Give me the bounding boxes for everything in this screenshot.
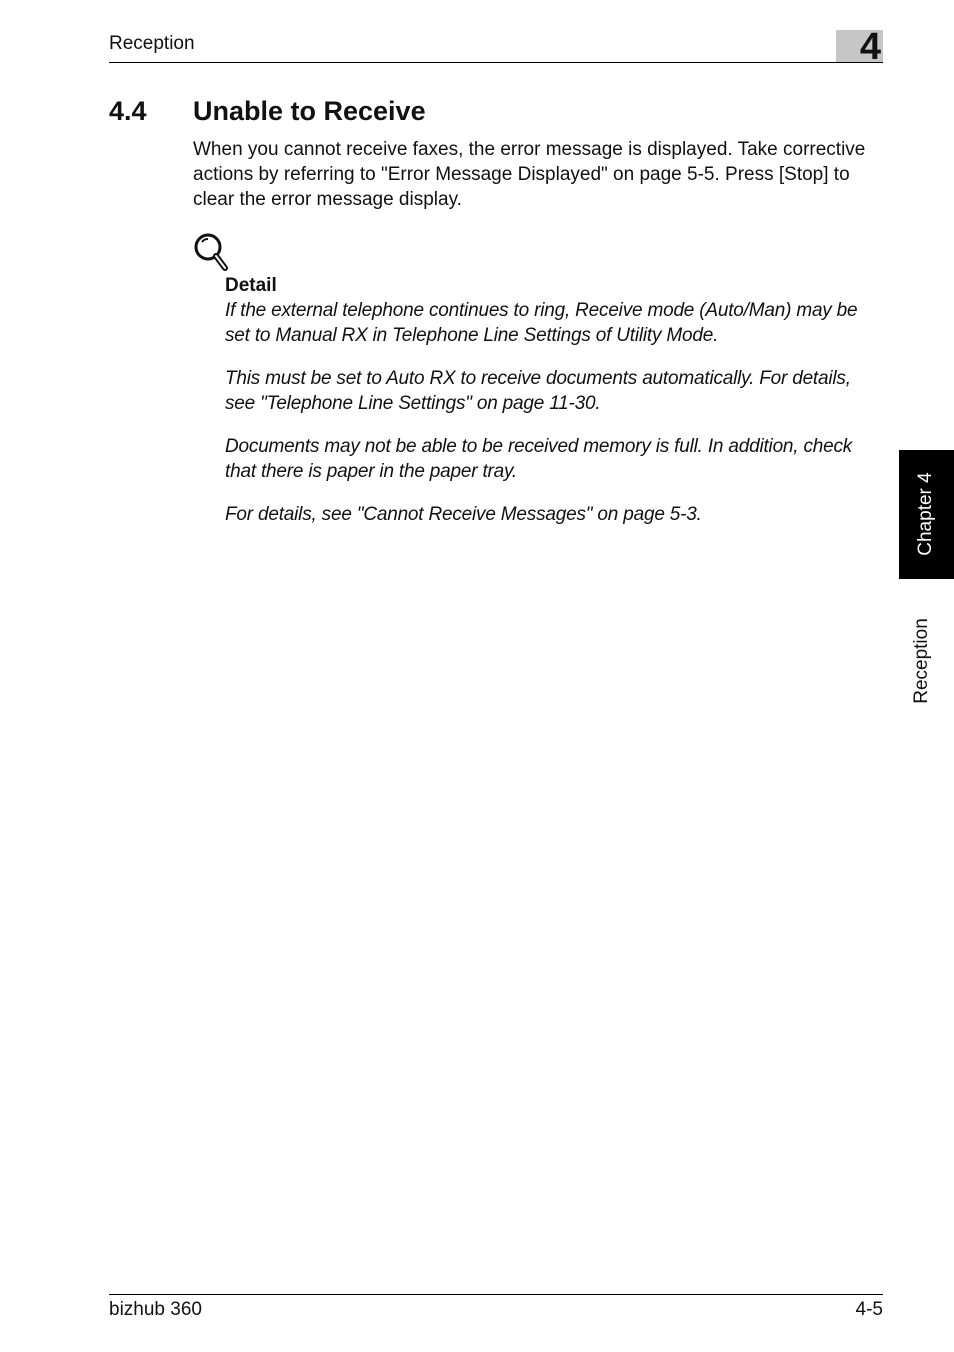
detail-label: Detail <box>225 275 277 296</box>
footer-page-number: 4-5 <box>855 1299 883 1320</box>
magnifier-icon <box>193 232 231 272</box>
footer-product-name: bizhub 360 <box>109 1299 202 1320</box>
detail-paragraph: For details, see "Cannot Receive Messages" on page 5-3. <box>225 504 702 525</box>
section-number: 4.4 <box>109 96 147 126</box>
chapter-side-tab <box>899 450 954 579</box>
section-side-label: Reception <box>911 618 932 704</box>
section-body: When you cannot receive faxes, the error message is displayed. Take corrective actions by referring to "Error Message Displayed" on page 5-5. Press [Stop] to clear the error message display. <box>193 139 866 210</box>
footer-rule <box>109 1294 883 1295</box>
detail-paragraph: If the external telephone continues to ring, Receive mode (Auto/Man) may be set to Manual RX in Telephone Line Settings of Utility Mode. <box>225 300 858 346</box>
chapter-number-box <box>836 26 883 68</box>
detail-paragraph: This must be set to Auto RX to receive documents automatically. For details, see "Telephone Line Settings" on page 11-30. <box>225 368 851 414</box>
header-rule <box>109 62 883 63</box>
section-title: Unable to Receive <box>193 96 426 126</box>
chapter-number: 4 <box>859 26 881 68</box>
chapter-side-tab-label: Chapter 4 <box>915 472 936 556</box>
header-title: Reception <box>109 33 195 54</box>
detail-paragraph: Documents may not be able to be received memory is full. In addition, check that there is paper in the paper tray. <box>225 436 853 482</box>
